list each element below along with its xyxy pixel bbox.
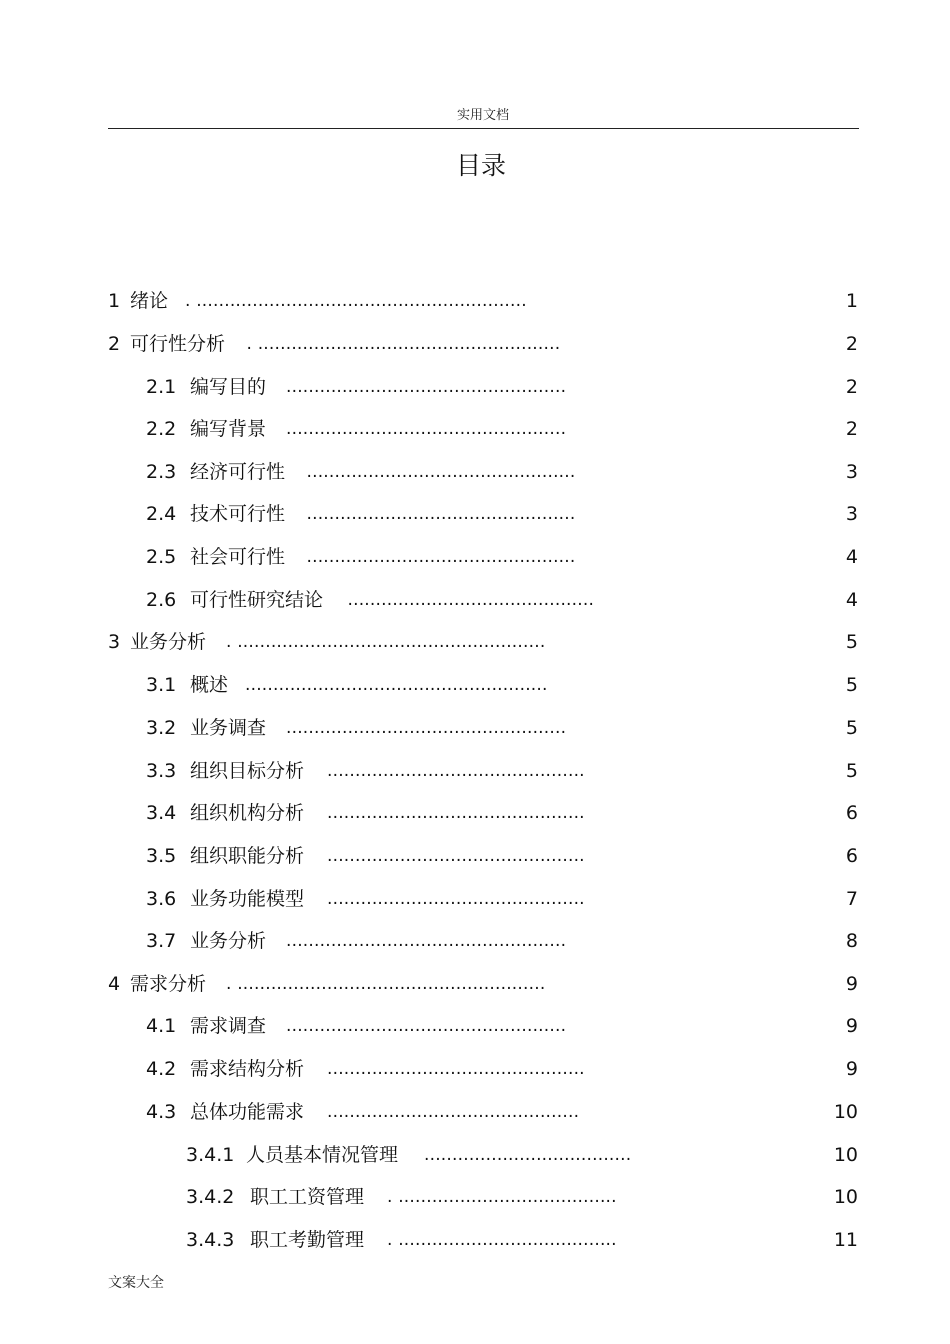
toc-entry-leader: ............................................. [327,1102,580,1122]
toc-entry[interactable] [0,416,950,442]
toc-entry-page: 6 [845,845,858,867]
toc-entry-page: 9 [845,973,858,995]
toc-entry-leader: . ....................................... [387,1230,617,1250]
toc-entry[interactable] [0,800,950,826]
toc-entry-page: 7 [845,888,858,910]
toc-entry-number: 3.7 [146,930,177,952]
toc-entry-leader: .............................................. [327,761,585,781]
toc-entry[interactable] [0,587,950,613]
toc-entry[interactable] [0,501,950,527]
toc-entry[interactable] [0,331,950,357]
toc-entry-title: 总体功能需求 [190,1101,305,1123]
toc-entry-page: 3 [845,503,858,525]
toc-entry-leader: ...................................................... [245,675,548,695]
toc-entry-title: 经济可行性 [190,461,286,483]
toc-entry[interactable] [0,374,950,400]
toc-entry-number: 3.4 [146,802,177,824]
toc-entry-title: 需求结构分析 [190,1058,305,1080]
toc-entry-number: 4 [108,973,121,995]
toc-entry[interactable] [0,1184,950,1210]
toc-entry-number: 3.2 [146,717,177,739]
toc-entry-title: 社会可行性 [190,546,286,568]
toc-entry-title: 人员基本情况管理 [246,1144,399,1166]
toc-entry-page: 3 [845,461,858,483]
toc-entry[interactable] [0,672,950,698]
toc-entry-number: 2.4 [146,503,177,525]
toc-entry-leader: . ....................................................... [226,974,546,994]
toc-entry-leader: . ...................................................... [246,334,561,354]
toc-entry-page: 2 [845,333,858,355]
toc-entry-number: 4.1 [146,1015,177,1037]
toc-entry[interactable] [0,886,950,912]
toc-entry-number: 4.3 [146,1101,177,1123]
toc-entry-page: 6 [845,802,858,824]
toc-entry-title: 组织机构分析 [190,802,305,824]
toc-entry-number: 2.6 [146,589,177,611]
toc-entry-page: 10 [833,1144,858,1166]
toc-entry-leader: ................................................ [306,504,576,524]
toc-entry-number: 3.3 [146,760,177,782]
toc-entry-number: 2.5 [146,546,177,568]
toc-entry-leader: ................................................ [306,462,576,482]
toc-entry-leader: .................................................. [286,419,567,439]
toc-entry-leader: . ....................................................... [226,632,546,652]
toc-entry-number: 3.6 [146,888,177,910]
toc-entry[interactable] [0,1013,950,1039]
toc-entry-page: 9 [845,1015,858,1037]
toc-entry-page: 1 [845,290,858,312]
toc-entry-page: 11 [833,1229,858,1251]
toc-entry[interactable] [0,459,950,485]
toc-entry-number: 2.2 [146,418,177,440]
toc-entry-leader: . ........................................................... [185,291,527,311]
toc-entry-number: 3.5 [146,845,177,867]
toc-entry-title: 绪论 [130,290,169,312]
toc-entry-title: 需求调查 [190,1015,267,1037]
toc-entry-leader: ..................................... [424,1145,632,1165]
toc-entry-leader: .................................................. [286,1016,567,1036]
toc-entry-page: 2 [845,418,858,440]
toc-entry-title: 业务功能模型 [190,888,305,910]
toc-entry-title: 职工工资管理 [250,1186,365,1208]
toc-entry-leader: .................................................. [286,377,567,397]
toc-entry-leader: .................................................. [286,931,567,951]
toc-entry-number: 1 [108,290,121,312]
toc-entry-title: 组织目标分析 [190,760,305,782]
toc-entry-number: 3.4.1 [186,1144,235,1166]
toc-entry[interactable] [0,629,950,655]
toc-entry-page: 4 [845,546,858,568]
toc-entry-leader: .............................................. [327,846,585,866]
toc-entry-title: 可行性研究结论 [190,589,324,611]
toc-entry-title: 技术可行性 [190,503,286,525]
page-header: 实用文档 [456,108,509,123]
toc-entry-number: 3.4.2 [186,1186,235,1208]
toc-entry-leader: .................................................. [286,718,567,738]
toc-entry-title: 概述 [190,674,229,696]
toc-entry[interactable] [0,758,950,784]
page-footer: 文案大全 [108,1275,164,1291]
toc-entry-title: 业务分析 [130,631,207,653]
toc-entry-title: 业务调查 [190,717,267,739]
toc-entry-leader: .............................................. [327,889,585,909]
toc-entry[interactable] [0,843,950,869]
toc-entry-number: 3.1 [146,674,177,696]
toc-entry-page: 5 [845,674,858,696]
toc-entry-title: 需求分析 [130,973,207,995]
toc-entry[interactable] [0,544,950,570]
toc-entry-page: 9 [845,1058,858,1080]
toc-entry[interactable] [0,1056,950,1082]
page-title: 目录 [455,151,506,180]
toc-entry-page: 5 [845,760,858,782]
toc-entry-page: 5 [845,631,858,653]
toc-entry-leader: ............................................ [347,590,595,610]
toc-entry-number: 2 [108,333,121,355]
toc-entry-title: 组织职能分析 [190,845,305,867]
header-rule [108,128,859,129]
toc-entry-number: 2.1 [146,376,177,398]
toc-entry-leader: .............................................. [327,1059,585,1079]
toc-entry[interactable] [0,928,950,954]
toc-entry-page: 4 [845,589,858,611]
toc-entry-number: 4.2 [146,1058,177,1080]
toc-entry-title: 可行性分析 [130,333,226,355]
toc-entry-page: 5 [845,717,858,739]
toc-entry-title: 职工考勤管理 [250,1229,365,1251]
toc-entry-number: 3.4.3 [186,1229,235,1251]
toc-entry-number: 2.3 [146,461,177,483]
toc-entry-page: 2 [845,376,858,398]
toc-entry[interactable] [0,971,950,997]
toc-entry-leader: ................................................ [306,547,576,567]
toc-entry[interactable] [0,1227,950,1253]
toc-entry-title: 编写目的 [190,376,267,398]
toc-entry-title: 业务分析 [190,930,267,952]
toc-entry[interactable] [0,1099,950,1125]
toc-entry-leader: . ....................................... [387,1187,617,1207]
toc-entry[interactable] [0,288,950,314]
toc-entry[interactable] [0,715,950,741]
toc-entry-leader: .............................................. [327,803,585,823]
toc-entry[interactable] [0,1142,950,1168]
toc-entry-number: 3 [108,631,121,653]
toc-entry-page: 10 [833,1186,858,1208]
toc-entry-page: 8 [845,930,858,952]
toc-entry-page: 10 [833,1101,858,1123]
toc-entry-title: 编写背景 [190,418,267,440]
